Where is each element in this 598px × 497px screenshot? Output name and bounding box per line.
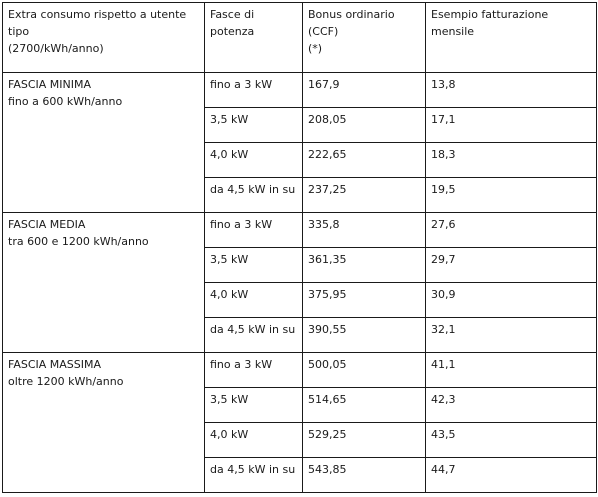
power-cell: 4,0 kW — [205, 283, 303, 318]
header-bonus-line: (CCF) — [308, 25, 339, 38]
bonus-cell: 222,65 — [303, 143, 426, 178]
monthly-cell: 32,1 — [426, 318, 597, 353]
monthly-cell: 42,3 — [426, 388, 597, 423]
bonus-cell: 514,65 — [303, 388, 426, 423]
bonus-cell: 208,05 — [303, 108, 426, 143]
power-cell: da 4,5 kW in su — [205, 178, 303, 213]
monthly-cell: 19,5 — [426, 178, 597, 213]
fascia-cell — [3, 73, 205, 213]
table-body — [3, 3, 597, 493]
monthly-cell: 13,8 — [426, 73, 597, 108]
power-cell: 3,5 kW — [205, 248, 303, 283]
header-bonus-line: Bonus ordinario — [308, 8, 395, 21]
monthly-cell: 41,1 — [426, 353, 597, 388]
bonus-cell: 543,85 — [303, 458, 426, 493]
fascia-range: oltre 1200 kWh/anno — [8, 375, 124, 388]
header-row — [3, 3, 597, 73]
monthly-cell: 43,5 — [426, 423, 597, 458]
header-consumption-line: (2700/kWh/anno) — [8, 42, 104, 55]
header-power-line: Fasce di — [210, 8, 255, 21]
header-monthly-line: Esempio fatturazione — [431, 8, 549, 21]
bonus-cell: 500,05 — [303, 353, 426, 388]
header-consumption-line: Extra consumo rispetto a utente — [8, 8, 187, 21]
fascia-name: FASCIA MINIMA — [8, 78, 91, 91]
fascia-name: FASCIA MEDIA — [8, 218, 86, 231]
power-cell: 3,5 kW — [205, 388, 303, 423]
monthly-cell: 44,7 — [426, 458, 597, 493]
monthly-cell: 18,3 — [426, 143, 597, 178]
bonus-cell: 529,25 — [303, 423, 426, 458]
header-monthly — [426, 3, 597, 73]
table-row — [3, 213, 597, 248]
bonus-cell: 237,25 — [303, 178, 426, 213]
header-bonus-line: (*) — [308, 42, 323, 55]
header-bonus — [303, 3, 426, 73]
monthly-cell: 29,7 — [426, 248, 597, 283]
fascia-cell — [3, 353, 205, 493]
monthly-cell: 17,1 — [426, 108, 597, 143]
bonus-cell: 375,95 — [303, 283, 426, 318]
power-cell: da 4,5 kW in su — [205, 318, 303, 353]
header-power-line: potenza — [210, 25, 255, 38]
power-cell: 4,0 kW — [205, 143, 303, 178]
header-power — [205, 3, 303, 73]
power-cell: 4,0 kW — [205, 423, 303, 458]
bonus-cell: 361,35 — [303, 248, 426, 283]
table-row — [3, 73, 597, 108]
power-cell: fino a 3 kW — [205, 213, 303, 248]
bonus-cell: 335,8 — [303, 213, 426, 248]
bonus-table — [2, 2, 597, 493]
power-cell: da 4,5 kW in su — [205, 458, 303, 493]
bonus-cell: 390,55 — [303, 318, 426, 353]
header-monthly-line: mensile — [431, 25, 475, 38]
fascia-range: tra 600 e 1200 kWh/anno — [8, 235, 149, 248]
power-cell: fino a 3 kW — [205, 353, 303, 388]
header-consumption — [3, 3, 205, 73]
fascia-cell — [3, 213, 205, 353]
fascia-range: fino a 600 kWh/anno — [8, 95, 123, 108]
fascia-name: FASCIA MASSIMA — [8, 358, 102, 371]
power-cell: fino a 3 kW — [205, 73, 303, 108]
table-row — [3, 353, 597, 388]
monthly-cell: 27,6 — [426, 213, 597, 248]
header-consumption-line: tipo — [8, 25, 30, 38]
power-cell: 3,5 kW — [205, 108, 303, 143]
monthly-cell: 30,9 — [426, 283, 597, 318]
bonus-cell: 167,9 — [303, 73, 426, 108]
